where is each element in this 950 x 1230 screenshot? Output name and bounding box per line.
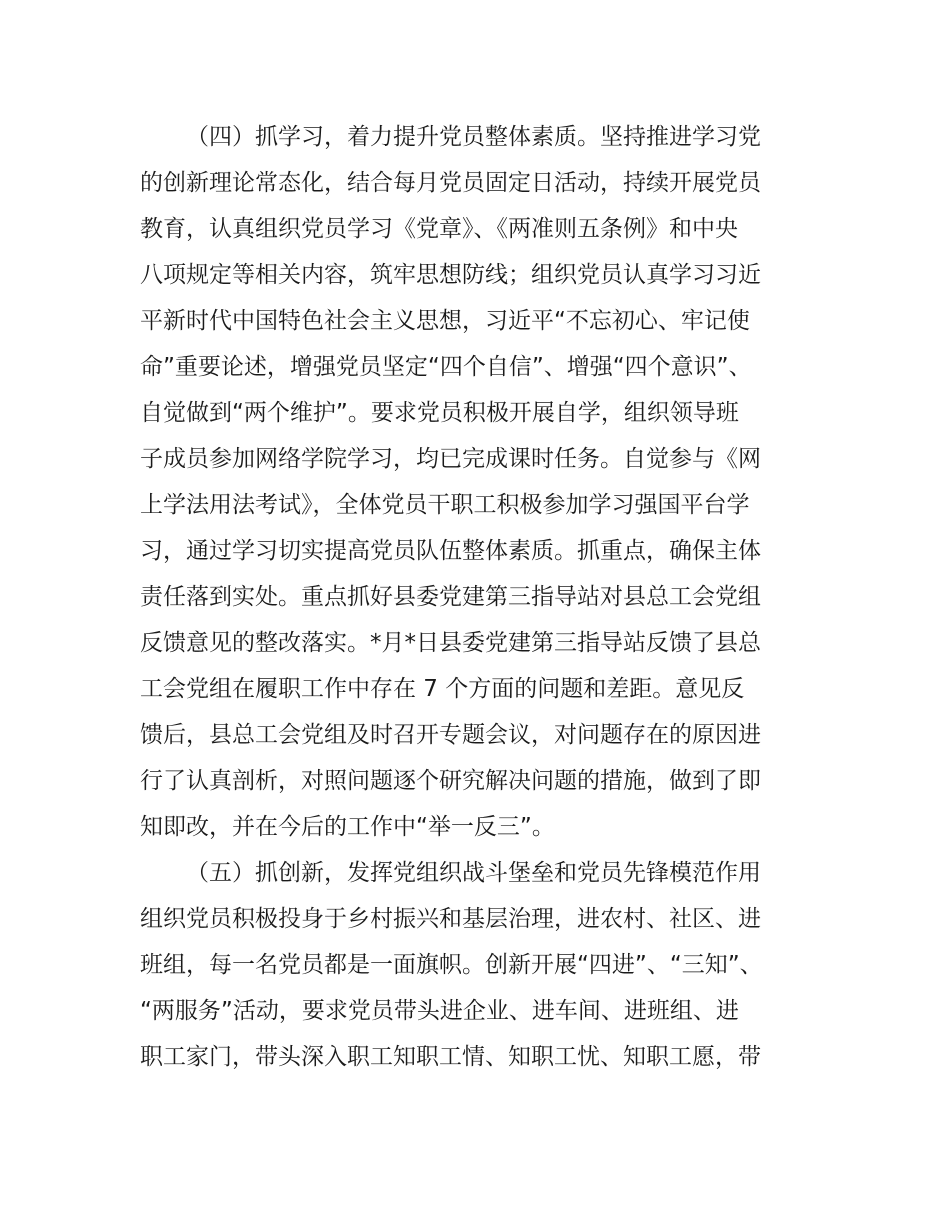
- text-line: 子成员参加网络学院学习，均已完成课时任务。自觉参与《网: [140, 446, 761, 472]
- text-line: 责任落到实处。重点抓好县委党建第三指导站对县总工会党组: [140, 584, 761, 610]
- text-line: “两服务”活动，要求党员带头进企业、进车间、进班组、进: [140, 998, 739, 1024]
- body-text: [140, 114, 820, 1080]
- text-line: （四）抓学习，着力提升党员整体素质。坚持推进学习党: [186, 124, 761, 150]
- text-line: 组织党员积极投身于乡村振兴和基层治理，进农村、社区、进: [140, 906, 761, 932]
- text-line: 自觉做到“两个维护”。要求党员积极开展自学，组织领导班: [140, 400, 739, 426]
- paragraph-2: [140, 850, 820, 1080]
- text-line: 行了认真剖析，对照问题逐个研究解决问题的措施，做到了即: [140, 768, 761, 794]
- text-line: 的创新理论常态化，结合每月党员固定日活动，持续开展党员: [140, 170, 761, 196]
- text-line: 职工家门，带头深入职工知职工情、知职工忧、知职工愿，带: [140, 1044, 761, 1070]
- text-line: 平新时代中国特色社会主义思想，习近平“不忘初心、牢记使: [140, 308, 750, 334]
- text-line: 教育，认真组织党员学习《党章》、《两准则五条例》和中央: [140, 216, 738, 242]
- text-line: 八项规定等相关内容，筑牢思想防线；组织党员认真学习习近: [140, 262, 761, 288]
- text-line: 反馈意见的整改落实。*月*日县委党建第三指导站反馈了县总: [140, 630, 761, 656]
- text-line: 命”重要论述，增强党员坚定“四个自信”、增强“四个意识”、: [140, 354, 752, 380]
- text-line: （五）抓创新，发挥党组织战斗堡垒和党员先锋模范作用: [186, 860, 761, 886]
- text-line: 习，通过学习切实提高党员队伍整体素质。抓重点，确保主体: [140, 538, 761, 564]
- text-line: 班组，每一名党员都是一面旗帜。创新开展“四进”、“三知”、: [140, 952, 763, 978]
- text-line: 工会党组在履职工作中存在 7 个方面的问题和差距。意见反: [140, 676, 745, 702]
- text-line: 馈后，县总工会党组及时召开专题会议，对问题存在的原因进: [140, 722, 761, 748]
- paragraph-1: [140, 114, 820, 850]
- text-line: 知即改，并在今后的工作中“举一反三”。: [140, 814, 555, 840]
- text-line: 上学法用法考试》，全体党员干职工积极参加学习强国平台学: [140, 492, 750, 518]
